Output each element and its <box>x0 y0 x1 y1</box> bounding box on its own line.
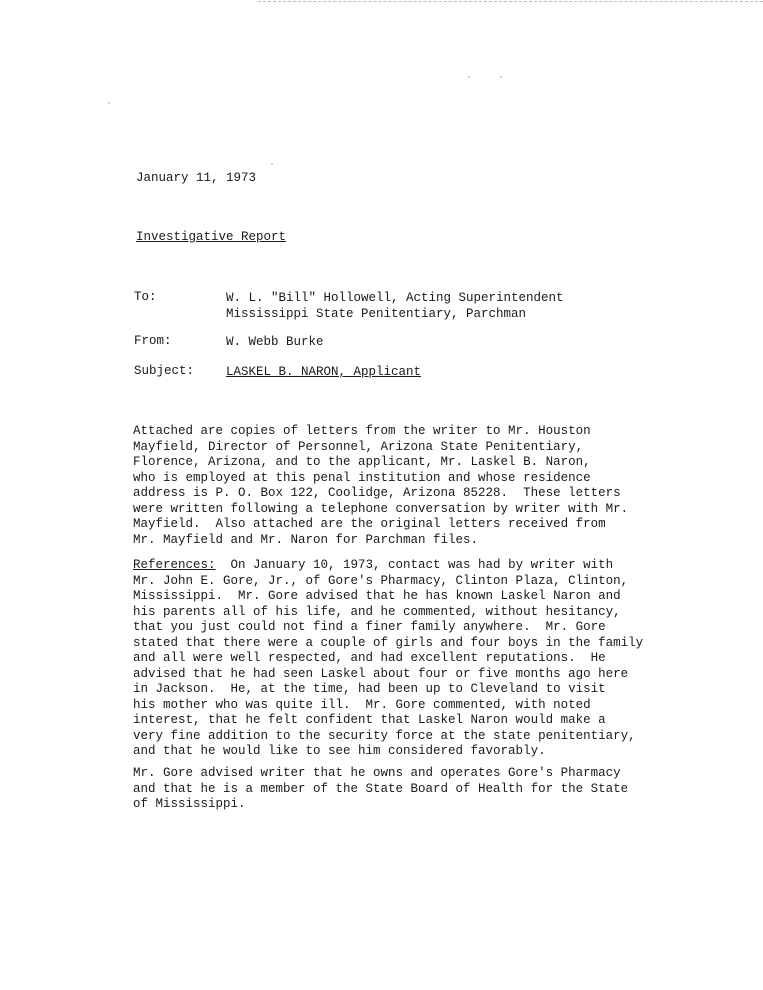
memo-date: January 11, 1973 <box>136 171 257 185</box>
scan-speck <box>271 163 273 165</box>
paragraph-gore-background: Mr. Gore advised writer that he owns and operates Gore's Pharmacy and that he is a member of the State Board of Health for the State of Mississippi. <box>133 766 629 811</box>
report-title: Investigative Report <box>136 230 287 244</box>
to-recipient <box>226 290 564 322</box>
from-label: From: <box>134 334 172 348</box>
to-line-1: W. L. "Bill" Hollowell, Acting Superintendent <box>226 291 564 305</box>
scan-speck <box>468 76 470 78</box>
references-label: References: <box>133 558 216 572</box>
scan-speck <box>500 76 502 78</box>
references-text: On January 10, 1973, contact was had by writer with Mr. John E. Gore, Jr., of Gore's Pharmacy, Clinton Plaza, Clinton, Mississippi. Mr. Gore advised that he has known Laskel Naron and his parents all of his life, and he commented, without hesitancy, that you just could not find a finer family anywhere. Mr. Gore stated that there were a couple of girls and four boys in the family and all were well respected, and had excellent reputations. He advised that he had seen Laskel about four or five months ago here in Jackson. He, at the time, had been up to Cleveland to visit his mother who was quite ill. Mr. Gore commented, with noted interest, that he felt confident that Laskel Naron would make a very fine addition to the security force at the state penitentiary, and that he would like to see him considered favorably. <box>133 558 644 758</box>
to-line-2: Mississippi State Penitentiary, Parchman <box>226 307 527 321</box>
paragraph-references <box>133 558 653 760</box>
to-label: To: <box>134 290 157 304</box>
page-edge-dashes <box>258 1 763 2</box>
from-sender: W. Webb Burke <box>226 335 324 349</box>
subject-label: Subject: <box>134 364 195 378</box>
paragraph-attachments: Attached are copies of letters from the writer to Mr. Houston Mayfield, Director of Personnel, Arizona State Penitentiary, Florence, Arizona, and to the applicant, Mr. Laskel B. Naron, who is employed at this penal institution and whose residence address is P. O. Box 122, Coolidge, Arizona 85228. These letters were written following a telephone conversation by writer with Mr. Mayfield. Also attached are the original letters received from Mr. Mayfield and Mr. Naron for Parchman files. <box>133 424 629 547</box>
scan-speck <box>108 102 110 104</box>
subject-value: LASKEL B. NARON, Applicant <box>226 365 422 379</box>
